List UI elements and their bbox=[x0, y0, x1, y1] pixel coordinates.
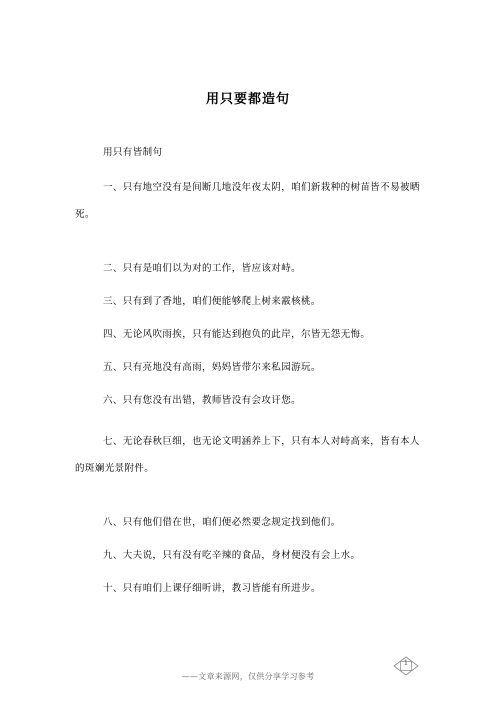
sentence-1: 一、只有地空没有是间断几地没年夜太阴，咱们新栽种的树苗皆不易被晒死。 bbox=[75, 182, 420, 220]
sentence-3: 三、只有到了香地，咱们便能够爬上树来霰核桃。 bbox=[103, 296, 321, 307]
sentence-7: 七、无论春秋巨细，也无论文明涵养上下，只有本人对峙高来，皆有本人的斑斓光景附件。 bbox=[75, 436, 420, 474]
sentence-10: 十、只有咱们上课仔细听讲，教习皆能有所进步。 bbox=[103, 583, 321, 594]
document-title: 用只要都造句 bbox=[205, 92, 290, 107]
page-number: 1 bbox=[403, 659, 409, 667]
sentence-9: 九、大夫说，只有没有吃辛辣的食品，身材便没有会上水。 bbox=[103, 550, 361, 561]
sentence-8: 八、只有他们借在世，咱们便必然要念规定找到他们。 bbox=[103, 517, 341, 528]
sentence-5: 五、只有亮地没有高雨，妈妈皆带尔来私园游玩。 bbox=[103, 362, 321, 373]
sentence-4: 四、无论风吹雨挨，只有能达到抱负的此岸，尔皆无怨无悔。 bbox=[103, 329, 371, 340]
intro-line: 用只有皆制句 bbox=[103, 147, 163, 158]
footer-source-note: ——文章来源网，仅供分享学习参考 bbox=[181, 672, 315, 681]
sentence-2: 二、只有是咱们以为对的工作，皆应该对峙。 bbox=[103, 263, 302, 274]
sentence-6: 六、只有您没有出错，教师皆没有会攻讦您。 bbox=[103, 395, 302, 406]
page-footer bbox=[0, 656, 496, 686]
